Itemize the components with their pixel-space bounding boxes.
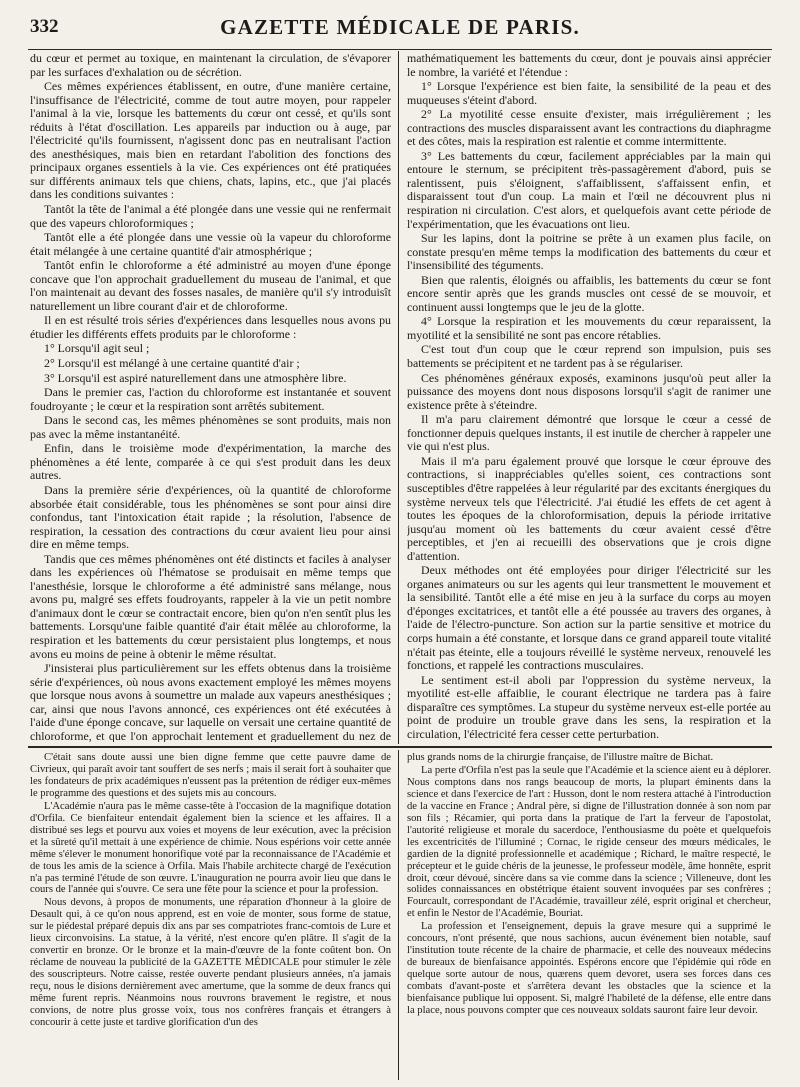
paragraph: J'insisterai plus particulièrement sur les effets obtenus dans la troisième série d'expériences, où nous avons exactement employé les mêmes moyens que lorsque nous avons à soumettre un malade aux vapeurs anesthésiques ; car, ainsi que nous l'avons annoncé, ces expériences ont été exécutées à l'aide d'une éponge concave, sur laquelle on versait une certaine quantité de chloroforme, et que l'on approchait lentement et graduellement du nez de — [30, 661, 391, 742]
paragraph: Dans la première série d'expériences, où la quantité de chloroforme absorbée était considérable, tous les phénomènes se sont pour ainsi dire confondus, tant l'intoxication était rapide ; la résolution, l'absence de respiration, la cessation des contractions du cœur avaient lieu pour ainsi dire en même temps. — [30, 482, 391, 552]
paragraph: C'était sans doute aussi une bien digne femme que cette pauvre dame de Civrieux, qui paraît avoir tant souffert de ses nerfs ; mais il serait fort à souhaiter que les fondateurs de prix académiques n'eussent pas la prétention de rédiger eux-mêmes le programme des questions et des sujets mis au concours. — [30, 752, 391, 799]
page-header — [30, 14, 770, 44]
paragraph: Il en est résulté trois séries d'expériences dans lesquelles nous avons pu étudier les différents effets produits par le chloroforme : — [30, 313, 391, 341]
paragraph: Tandis que ces mêmes phénomènes ont été distincts et faciles à analyser dans les expériences où l'hématose se produisait en même temps que l'anesthésie, lorsque le chloroforme a été administré sans mélange, nous avons pu, malgré ses effets foudroyants, rappeler à la vie un petit nombre d'animaux dont le cœur se contractait encore, bien qu'on n'en sentît plus les battements. Lorsqu'une faible quantité d'air était mêlée au chloroforme, la respiration et les battements du cœur persistaient plus longtemps, et nous avons eu moins de peine à obtenir le même résultat. — [30, 551, 391, 661]
paragraph: Le sentiment est-il aboli par l'oppression du système nerveux, la myotilité est-elle affaiblie, le courant électrique ne tardera pas à faire disparaître ces symptômes. La stupeur du système nerveux est-elle portée au point de produire un trouble grave dans les sens, la respiration et la circulation, l'électricité fera cesser cette perturbation. — [407, 672, 771, 741]
paragraph: L'Académie n'aura pas le même casse-tête à l'occasion de la magnifique dotation d'Orfila. Ce bienfaiteur entendait également bien la science et les affaires. Il a distribué ses legs et pourvu aux voies et moyens de leur exécution, avec la précision et la sûreté qu'il mettait à une expérience de chimie. Nous espérions voir cette année même s'élever le monument honorifique voté par la reconnaissance de l'Académie et de tous les amis de la science à Orfila. Mais l'habile architecte chargé de l'exécution n'a pas terminé l'étude de son œuvre. L'inauguration ne pourra avoir lieu que dans le cours de l'année qui s'ouvre. Ce sera une fête pour la science et pour la profession. — [30, 800, 391, 896]
feuilleton-column-right — [407, 752, 771, 1080]
paragraph: Ces mêmes expériences établissent, en outre, d'une manière certaine, l'insuffisance de l'électricité, comme de tout autre moyen, pour rappeler l'animal à la vie, lorsque les battements du cœur ont cessé, et qu'ils sont réduits à l'état d'oscillation. Les appareils par induction ou à auge, par l'électricité qu'ils fournissent, n'agissent donc pas en neutralisant l'action des anesthésiques, mais bien en retardant l'abolition des fonctions des principaux organes essentiels à la vie. Ces expériences ont été pratiquées sur différents animaux tels que chiens, chats, lapins, etc., que j'ai placés dans les conditions suivantes : — [30, 79, 391, 202]
paragraph: 2° La myotilité cesse ensuite d'exister, mais irrégulièrement ; les contractions des muscles disparaissent avant les contractions du diaphragme et des côtes, mais la respiration est ralentie et comme intermittente. — [407, 107, 771, 149]
paragraph: 4° Lorsque la respiration et les mouvements du cœur reparaissent, la myotilité et la sensibilité ne sont pas encore rétablies. — [407, 314, 771, 342]
paragraph: mathématiquement les battements du cœur, dont je pouvais ainsi apprécier le nombre, la variété et l'étendue : — [407, 52, 771, 79]
paragraph: La perte d'Orfila n'est pas la seule que l'Académie et la science aient eu à déplorer. Nous comptons dans nos rangs beaucoup de morts, la plupart éminents dans la science et dans l'exercice de l'art : Husson, dont le nom restera attaché à l'introduction de la vaccine en France ; Andral père, si digne de l'illustration donnée à son nom par son fils ; Récamier, qui porta dans la pratique de l'art la ferveur de l'apostolat, l'autorité religieuse et morale du sacerdoce, l'enthousiasme du poète et quelquefois les excentricités de l'illuminé ; Cornac, le rigide censeur des mœurs médicales, le gardien de la dignité professionnelle et académique ; Richard, le maître respecté, le précepteur et le guide chéris de la jeunesse, le professeur modèle, âme honnête, esprit droit, cœur dévoué, sincère dans sa vie comme dans la science ; Villeneuve, dont les solides connaissances en obstétrique étaient souvent invoquées par ses confrères ; Fourcault, correspondant de l'Académie, travailleur zélé, esprit original et chercheur, et enfin le Nestor de l'Académie, Bouriat. — [407, 764, 771, 920]
header-rule — [28, 49, 772, 50]
feuilleton-column-left — [30, 752, 391, 1080]
paragraph: 3° Les battements du cœur, facilement appréciables par la main qui entoure le sternum, se précipitent très-passagèrement d'abord, puis se ralentissent, puis s'éloignent, s'affaiblissent, s'affaissent enfin, et disparaissent tout d'un coup. La main et l'œil ne découvrent plus ni respiration ni circulation. C'est alors, et quelquefois avant cette période de l'expérimentation, que les évacuations ont lieu. — [407, 148, 771, 231]
paragraph: Dans le premier cas, l'action du chloroforme est instantanée et souvent foudroyante ; le cœur et la respiration sont arrêtés subitement. — [30, 385, 391, 413]
paragraph: Sur les lapins, dont la poitrine se prête à un examen plus facile, on constate presqu'en même temps la modification des battements du cœur et l'insensibilité des téguments. — [407, 231, 771, 273]
page-number: 332 — [30, 16, 59, 37]
publication-title: GAZETTE MÉDICALE DE PARIS. — [220, 15, 580, 39]
paragraph: Tantôt enfin le chloroforme a été administré au moyen d'une éponge concave que l'on approchait graduellement du museau de l'animal, et que l'on maintenait au devant des fosses nasales, de manière qu'il s'y introduisît naturellement un libre courant d'air et de chloroforme. — [30, 258, 391, 313]
paragraph: 3° Lorsqu'il est aspiré naturellement dans une atmosphère libre. — [44, 370, 347, 385]
paragraph: Tantôt la tête de l'animal a été plongée dans une vessie qui ne renfermait que des vapeurs chloroformiques ; — [30, 202, 391, 230]
paragraph: La profession et l'enseignement, depuis la grave mesure qui a supprimé le concours, n'ont présenté, que nous sachions, aucun événement bien notable, sauf l'institution toute récente de la chaire de pharmacie, et celle des nouveaux médecins de bureaux de bienfaisance appointés. Espérons encore que l'épidémie qui rôde en quelque sorte autour de nous, quærens quem devoret, usera ses forces dans ces combats d'avant-poste et s'arrêtera devant les obstacles que la science et la bienfaisance publique lui opposent. Si, malgré l'habileté de la défense, elle entre dans la place, nous pouvons compter que ces nouveaux soldats sauront faire leur devoir. — [407, 921, 771, 1017]
paragraph: Deux méthodes ont été employées pour diriger l'électricité sur les organes animateurs ou sur les agents qui leur transmettent le mouvement et la sensibilité. Tantôt elle a été mise en jeu à la surface du corps au moyen d'éponges excitatrices, et tantôt elle a été poussée au travers des organes, à l'aide de l'électro-puncture. Son action sur la partie sensitive et motrice du corps humain a été constante, et lorsque dans ce grand appareil toute vitalité n'était pas éteinte, elle a toujours réveillé le système nerveux, renouvelé les fonctions, et rappelé les contractions musculaires. — [407, 563, 771, 673]
paragraph: Dans le second cas, les mêmes phénomènes se sont produits, mais non pas avec la même instantanéité. — [30, 413, 391, 441]
paragraph: Bien que ralentis, éloignés ou affaiblis, les battements du cœur se font encore sentir après que les grands muscles ont cessé de se mouvoir, et continuent aussi longtemps que le jeu de la glotte. — [407, 272, 771, 314]
paragraph: 2° Lorsqu'il est mélangé à une certaine quantité d'air ; — [44, 356, 300, 371]
paragraph: 1° Lorsque l'expérience est bien faite, la sensibilité de la peau et des muqueuses s'éteint d'abord. — [407, 79, 771, 107]
feuilleton-separator-rule — [28, 746, 772, 748]
paragraph: Tantôt elle a été plongée dans une vessie où la vapeur du chloroforme était mélangée à une certaine quantité d'air atmosphérique ; — [30, 230, 391, 258]
paragraph: 1° Lorsqu'il agit seul ; — [44, 341, 150, 356]
article-column-right — [407, 52, 771, 742]
paragraph: Il m'a paru clairement démontré que lorsque le cœur a cessé de fonctionner depuis quelques instants, il est inutile de chercher à rappeler une vie qui n'est plus. — [407, 412, 771, 454]
article-column-left — [30, 52, 391, 742]
paragraph: Enfin, dans le troisième mode d'expérimentation, la marche des phénomènes a été lente, comparée à ce qui s'est produit dans les deux autres. — [30, 441, 391, 483]
paragraph: Mais il m'a paru également prouvé que lorsque le cœur éprouve des contractions, si inappréciables qu'elles soient, ces contractions sont susceptibles d'être rappelées à leur régularité par des excitants énergiques du système nerveux tels que l'électricité. J'ai étudié les effets de cet agent à toutes les époques de la chloroformisation, depuis la période irritative jusqu'au moment où les battements du cœur avaient cessé d'être perceptibles, et j'en ai recueilli des observations que je crois digne d'attention. — [407, 453, 771, 563]
column-divider-lower — [398, 750, 399, 1080]
paragraph: Nous devons, à propos de monuments, une réparation d'honneur à la gloire de Desault qui, à ce qu'on nous apprend, est en voie de monter, sous forme de statue, sur le piédestal préparé depuis dix ans par ses compatriotes franc-comtois de Lure et lieux circonvoisins. La statue, à la vérité, n'est encore qu'en plâtre. Il s'agit de la convertir en bronze. Or le bronze et la main-d'œuvre de la fonte coûtent bon. On réclame de nouveau la publicité de la GAZETTE MÉDICALE pour stimuler le zèle des souscripteurs. Notre caisse, restée ouverte pendant plusieurs années, n'a jamais reçu, nous le disions dernièrement avec amertume, que la somme de deux francs qui même furent repris. Néanmoins nous rouvrons bravement le registre, et nous convions, de notre plus grosse voix, tous nos confrères français et étrangers à concourir à cette juste et tardive glorification d'un des — [30, 897, 391, 1028]
column-divider-upper — [398, 51, 399, 744]
paragraph: C'est tout d'un coup que le cœur reprend son impulsion, puis ses battements se précipitent et ne tardent pas à se régulariser. — [407, 342, 771, 371]
paragraph: plus grands noms de la chirurgie française, de l'illustre maître de Bichat. — [407, 752, 714, 763]
paragraph: Ces phénomènes généraux exposés, examinons jusqu'où peut aller la puissance des moyens dont nous disposons lorsqu'il s'agit de ranimer une existence prête à s'éteindre. — [407, 370, 771, 412]
paragraph: du cœur et permet au toxique, en maintenant la circulation, de s'évaporer par les surfaces d'exhalation ou de sécrétion. — [30, 52, 391, 79]
